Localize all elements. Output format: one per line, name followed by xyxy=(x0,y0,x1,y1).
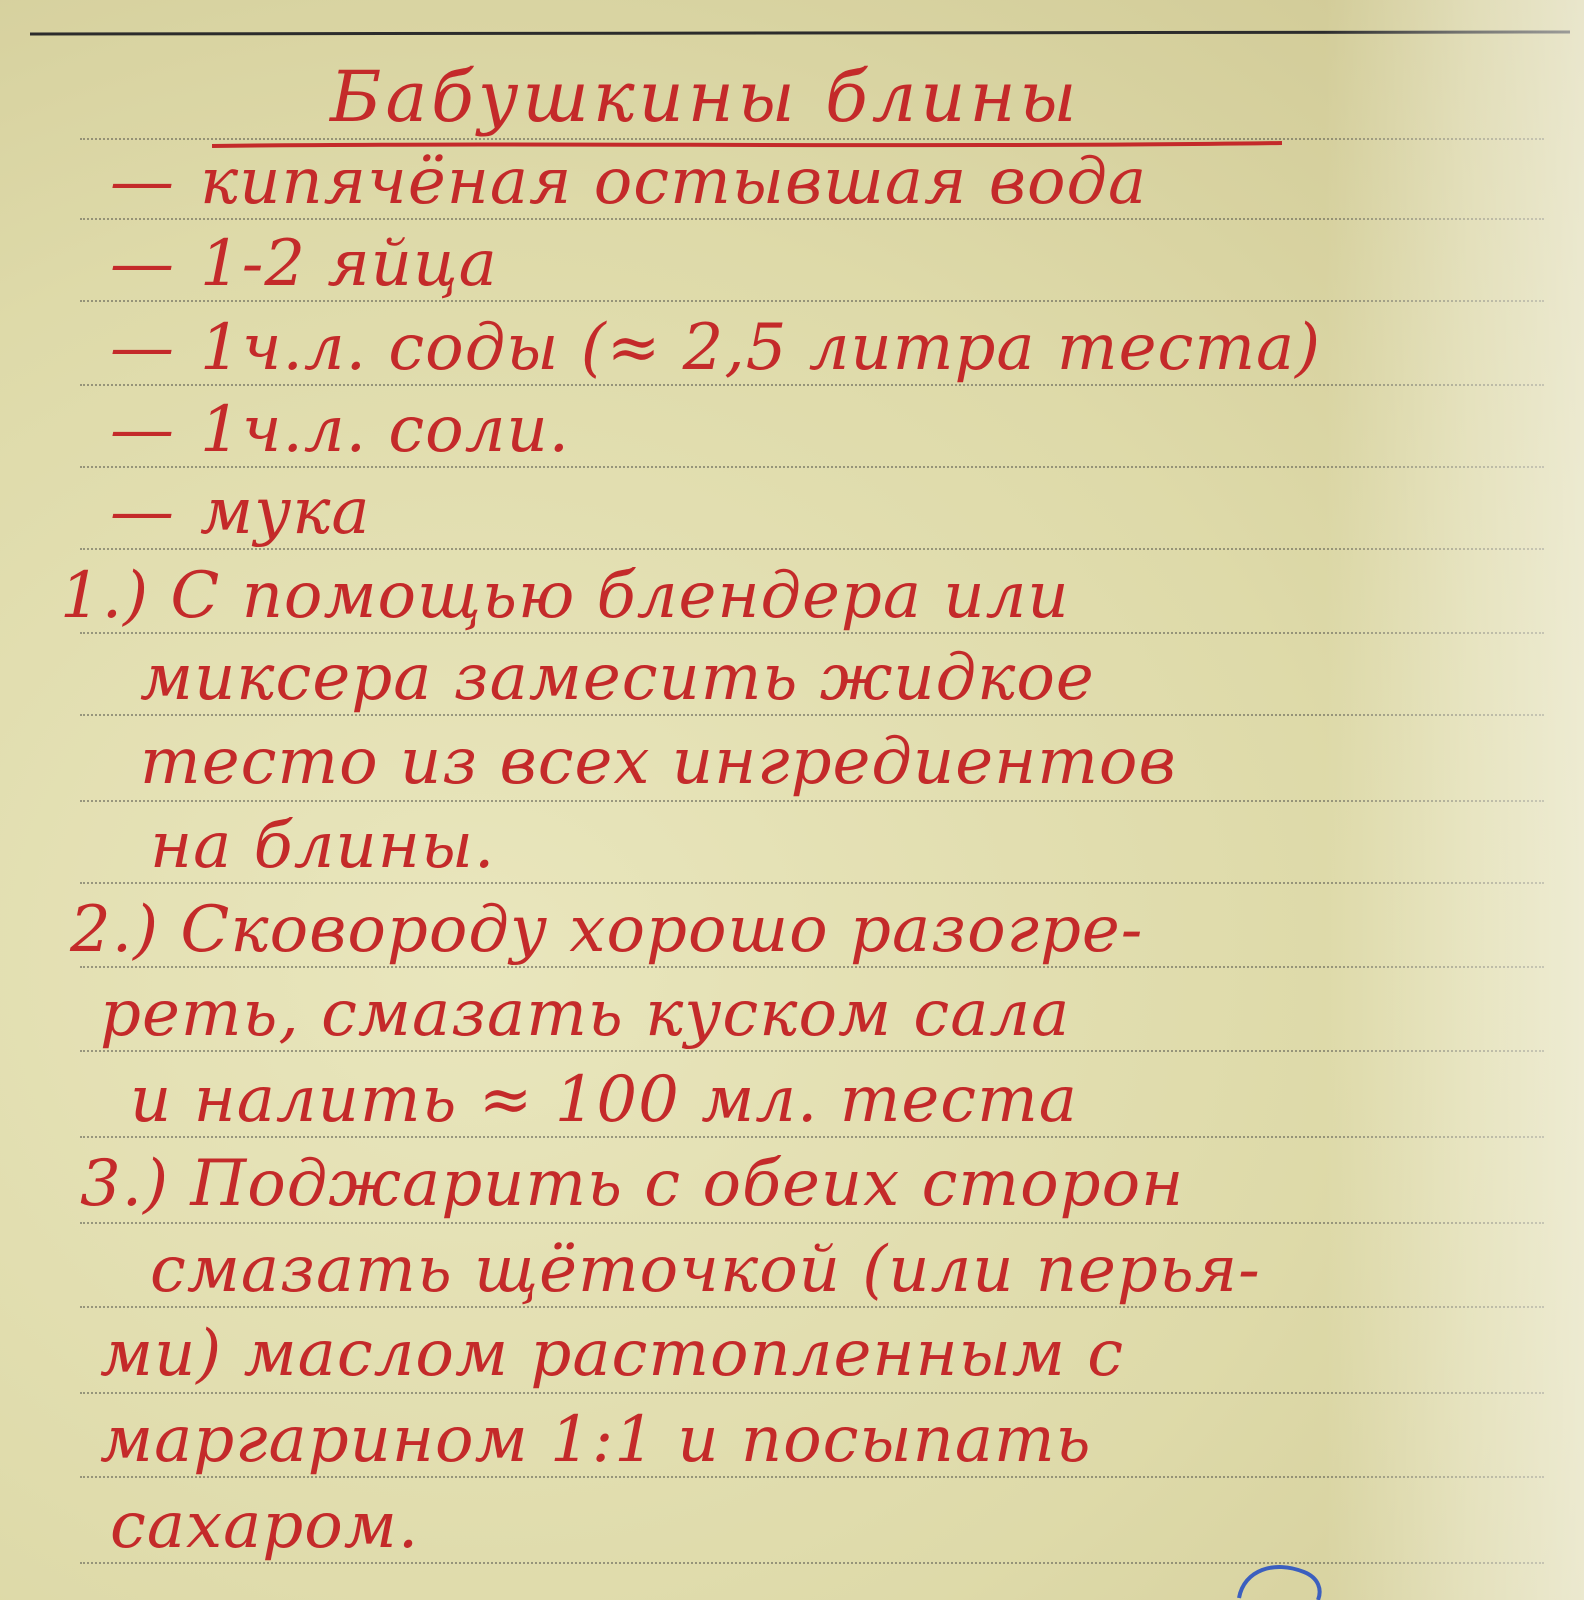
step-text: маргарином 1:1 и посыпать xyxy=(100,1403,1092,1477)
step-number: 1.) xyxy=(60,559,150,633)
ingredient-text: мука xyxy=(200,475,371,549)
ruled-line xyxy=(80,1392,1544,1394)
ingredient-text: кипячёная остывшая вода xyxy=(200,145,1148,219)
step-text: Сковороду хорошо разогре- xyxy=(180,893,1144,967)
step-line xyxy=(140,725,1177,799)
dash-bullet: — xyxy=(110,227,175,301)
step-line xyxy=(80,1147,1185,1221)
step-number: 2.) xyxy=(70,893,160,967)
dash-bullet: — xyxy=(110,475,175,549)
dash-bullet: — xyxy=(110,311,175,385)
step-line xyxy=(60,559,1070,633)
step-line xyxy=(140,641,1095,715)
ingredient-item xyxy=(110,145,1148,219)
ingredient-text: 1-2 яйца xyxy=(200,227,498,301)
step-text: смазать щёточкой (или перья- xyxy=(150,1233,1261,1307)
step-line xyxy=(150,809,496,883)
ruled-line xyxy=(80,800,1544,802)
step-text: реть, смазать куском сала xyxy=(100,977,1071,1051)
step-line xyxy=(100,1403,1092,1477)
step-number: 3.) xyxy=(80,1147,170,1221)
step-line xyxy=(100,1317,1125,1391)
step-text: и налить ≈ 100 мл. теста xyxy=(130,1063,1078,1137)
blue-ink-mark xyxy=(1234,1560,1324,1600)
step-line xyxy=(70,893,1144,967)
ingredient-text: 1ч.л. соды (≈ 2,5 литра теста) xyxy=(200,311,1322,385)
dash-bullet: — xyxy=(110,145,175,219)
step-line xyxy=(110,1489,420,1563)
step-text: Поджарить с обеих сторон xyxy=(190,1147,1185,1221)
step-text: на блины. xyxy=(150,809,496,883)
step-text: С помощью блендера или xyxy=(170,559,1070,633)
ruled-line xyxy=(80,1222,1544,1224)
recipe-title: Бабушкины блины xyxy=(330,56,1081,138)
ingredient-item xyxy=(110,475,371,549)
step-line xyxy=(150,1233,1261,1307)
step-line xyxy=(130,1063,1078,1137)
step-text: миксера замесить жидкое xyxy=(140,641,1095,715)
pen-stroke-top xyxy=(30,28,1570,40)
ingredient-item xyxy=(110,311,1322,385)
step-line xyxy=(100,977,1071,1051)
step-text: тесто из всех ингредиентов xyxy=(140,725,1177,799)
step-text: сахаром. xyxy=(110,1489,420,1563)
ingredient-item xyxy=(110,227,498,301)
ingredient-text: 1ч.л. соли. xyxy=(200,393,570,467)
dash-bullet: — xyxy=(110,393,175,467)
step-text: ми) маслом растопленным с xyxy=(100,1317,1125,1391)
ingredient-item xyxy=(110,393,570,467)
